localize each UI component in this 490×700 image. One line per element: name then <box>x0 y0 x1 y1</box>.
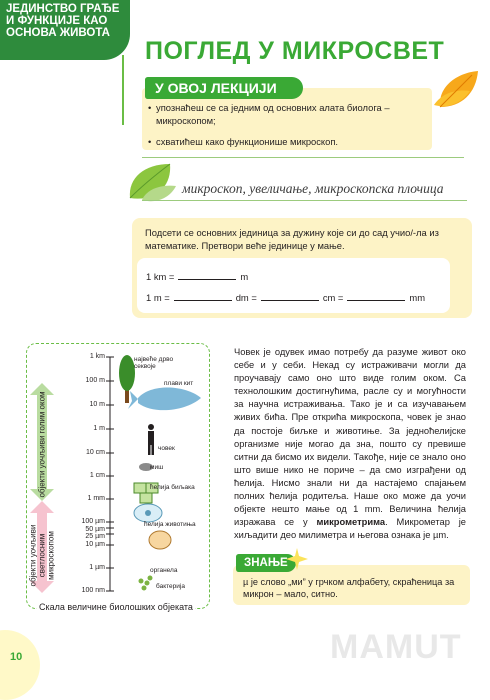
answer-blank[interactable] <box>261 291 319 301</box>
keywords: микроскоп, увеличање, микроскопска плочица <box>182 181 444 196</box>
sparkle-icon <box>286 548 308 570</box>
lesson-item: • схватићеш како функционише микроскоп. <box>148 135 418 148</box>
leaf-icon <box>126 160 181 205</box>
divider <box>142 200 467 201</box>
tick-label: 100 m <box>85 377 105 384</box>
tick-label: 1 mm <box>87 495 105 502</box>
organism-label: плави кит <box>164 380 194 387</box>
body-paragraph: Човек је одувек имао потребу да разуме живот око себе и у себи. Некад су истраживачи могли да проучавају само оно што виде голим оком. Са технолошким достигнућима, расле су и могућности за научна истраживања. Тако је и са изучавањем живих бића. Пре открића микроскопа, човек је знао да постоје биљке и животиње. За једноћелијске организме није могао да зна, пошто су превише ситни да бисмо их видели. Такође, није се знало оно што више нико не пориче – да смо изграђени од ћелија. Нисмо знали ни да настајемо спајањем полних ћелија родитеља. Наше око може да уочи објекте нешто мање од 1 mm. Величина ћелија изражава се у микрометрима. Микрометар је хиљадити део милиметра и његова ознака је µm. <box>234 347 467 541</box>
tick-label: 1 µm <box>89 564 105 571</box>
tick-label: 1 km <box>89 353 105 360</box>
lesson-item: • упознаћеш се са једним од основних алата биолога – микроскопом; <box>148 101 418 127</box>
eye-visible-label: објекти уочљиви голим оком <box>37 391 47 498</box>
lesson-list <box>148 101 418 148</box>
microscope-visible-label: објекти уочљиви светлосним микроскопом <box>28 524 56 587</box>
watermark: MAMUT <box>330 628 462 666</box>
chapter-band <box>0 0 130 60</box>
tick-label: 10 µm <box>85 541 105 548</box>
decor-circle <box>0 630 40 700</box>
organism-label: ћелија биљака <box>150 484 195 491</box>
tick-label: 1 cm <box>89 472 105 479</box>
tick-label: 10 cm <box>85 449 105 456</box>
organism-label: ћелија животиња <box>144 521 196 528</box>
answer-blank[interactable] <box>174 291 232 301</box>
tick-label: 10 m <box>89 401 105 408</box>
divider <box>142 157 464 158</box>
organism-label: миш <box>150 464 164 471</box>
task-text: Подсети се основних јединица за дужину које си до сад учио/-ла из математике. Претвори веће јединице у мање. <box>145 227 439 251</box>
knowledge-heading: ЗНАЊЕ <box>236 554 296 572</box>
tick-label: 100 nm <box>81 587 105 594</box>
knowledge-text: µ је слово „ми” у грчком алфабету, скраћеница за микрон – мало, ситно. <box>243 577 455 599</box>
page-title: ПОГЛЕД У МИКРОСВЕТ <box>145 37 445 65</box>
conversion-m: 1 m = dm = cm = mm <box>146 292 426 303</box>
organism-label: бактерија <box>156 583 185 590</box>
tick-label: 25 µm <box>85 533 105 540</box>
answer-blank[interactable] <box>178 270 236 280</box>
organism-label: органела <box>150 567 178 574</box>
organism-label: највеће дрво секвоје <box>134 356 174 370</box>
page-number: 10 <box>10 651 23 663</box>
organism-label: човек <box>158 445 175 452</box>
decor-line <box>122 55 124 125</box>
answer-blank[interactable] <box>347 291 405 301</box>
chapter-title: ЈЕДИНСТВО ГРАЂЕ И ФУНКЦИЈЕ КАО ОСНОВА ЖИВОТА <box>6 3 120 39</box>
leaves-icon <box>432 65 484 115</box>
lesson-heading: У ОВОЈ ЛЕКЦИЈИ <box>145 77 303 99</box>
tick-label: 50 µm <box>85 526 105 533</box>
conversion-km: 1 km = m <box>146 271 249 282</box>
scale-caption: Скала величине биолошких објеката <box>39 602 193 612</box>
answer-area <box>137 258 450 313</box>
tick-label: 100 µm <box>81 518 105 525</box>
tick-label: 1 m <box>93 425 105 432</box>
